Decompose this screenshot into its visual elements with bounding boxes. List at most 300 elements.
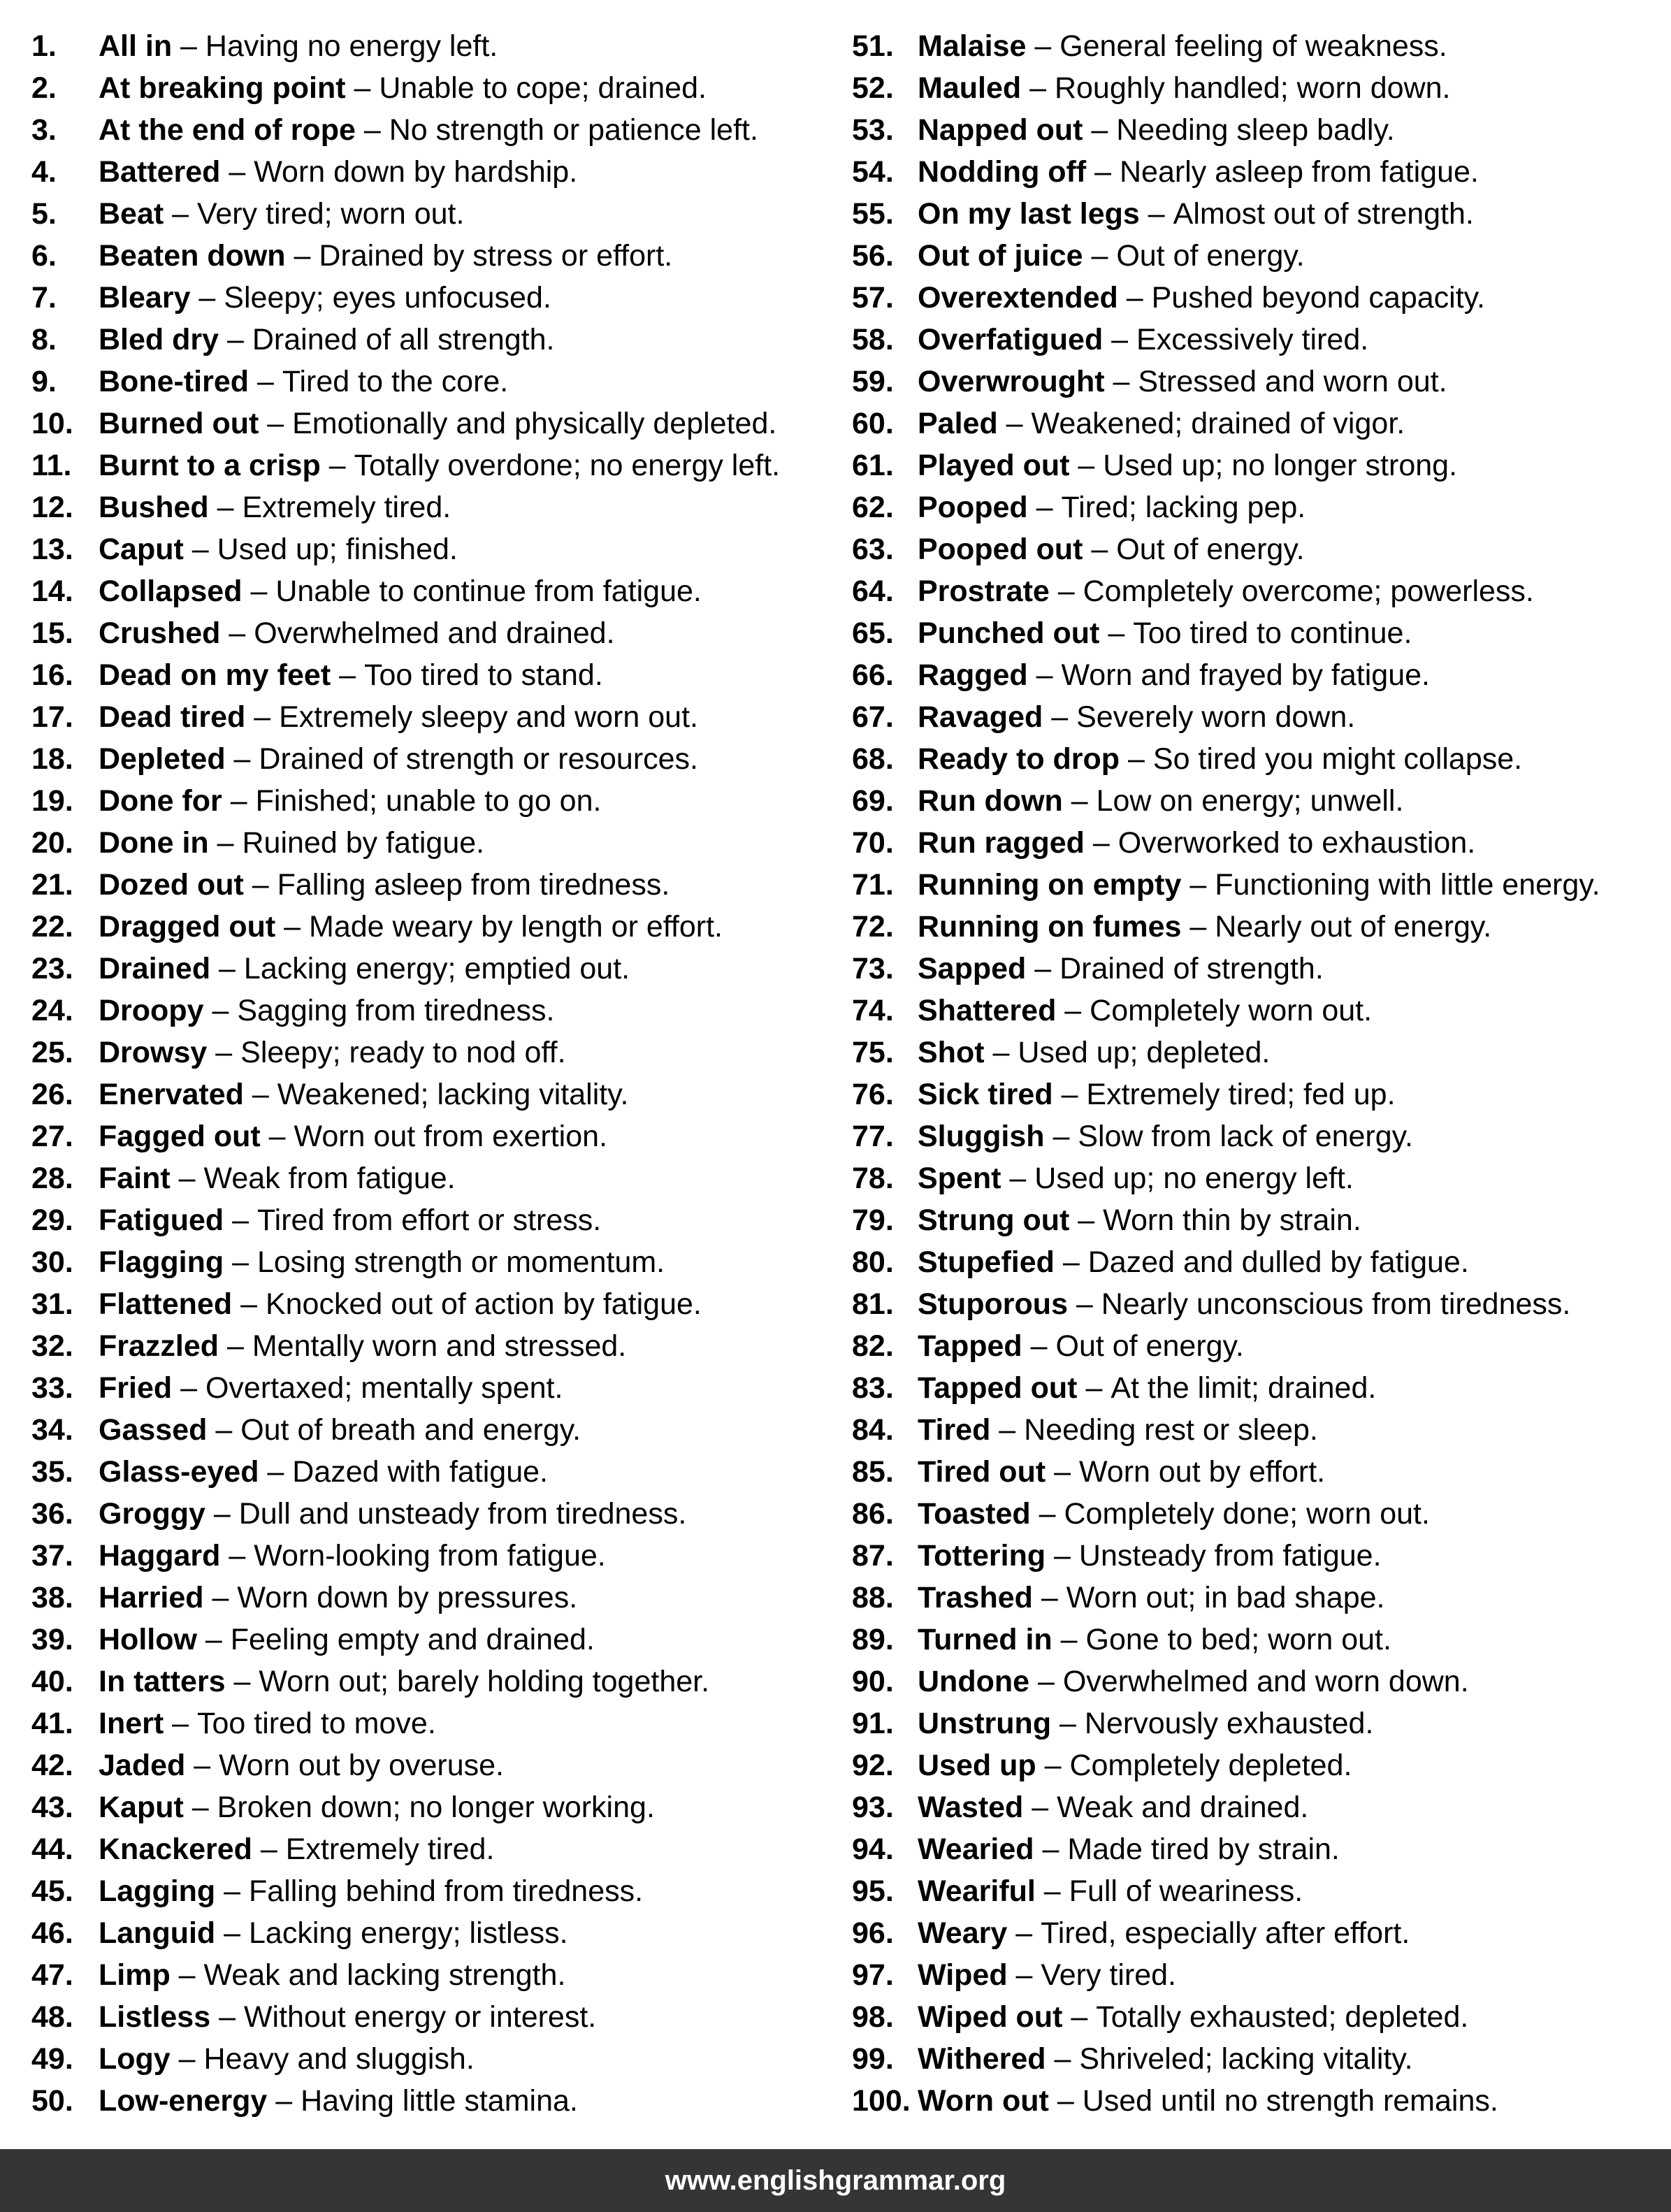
item-number: 44.: [31, 1833, 73, 1866]
item-separator: –: [215, 1874, 249, 1908]
item-term: Run ragged: [918, 826, 1085, 860]
item-separator: –: [285, 239, 319, 273]
item-text: [918, 109, 1395, 151]
item-number: 61.: [852, 449, 894, 482]
item-text: [918, 25, 1447, 67]
item-text: [99, 1870, 643, 1912]
list-item: [852, 1619, 1663, 1661]
item-number: 94.: [852, 1833, 894, 1866]
item-separator: –: [190, 281, 224, 315]
item-term: Frazzled: [99, 1329, 219, 1363]
item-number: 90.: [852, 1665, 894, 1698]
item-separator: –: [1103, 323, 1137, 356]
item-definition: Ruined by fatigue.: [242, 826, 485, 860]
item-separator: –: [1027, 658, 1062, 692]
item-term: Dead on my feet: [99, 658, 331, 692]
item-term: Collapsed: [99, 574, 243, 608]
item-separator: –: [1046, 1539, 1079, 1573]
item-separator: –: [1046, 2042, 1080, 2076]
item-number: 16.: [31, 658, 73, 692]
item-separator: –: [259, 1455, 293, 1489]
item-text: [918, 1115, 1413, 1157]
item-term: Weary: [918, 1916, 1008, 1950]
item-term: Limp: [99, 1958, 171, 1992]
item-number: 26.: [31, 1078, 73, 1111]
item-definition: Unable to continue from fatigue.: [275, 574, 702, 608]
item-number: 34.: [31, 1413, 73, 1447]
item-text: [99, 486, 451, 528]
item-text: [99, 528, 458, 570]
item-term: Groggy: [99, 1497, 205, 1531]
item-definition: Nearly unconscious from tiredness.: [1101, 1287, 1571, 1321]
item-separator: –: [331, 658, 364, 692]
list-item: [852, 906, 1663, 948]
item-separator: –: [1027, 491, 1062, 524]
list-item: [852, 780, 1663, 822]
item-term: Droopy: [99, 994, 204, 1027]
item-definition: Knocked out of action by fatigue.: [265, 1287, 702, 1321]
item-number: 57.: [852, 281, 894, 315]
item-separator: –: [1117, 281, 1152, 315]
list-item: [31, 738, 821, 780]
item-term: Knackered: [99, 1833, 252, 1866]
item-number: 32.: [31, 1329, 73, 1363]
item-number: 10.: [31, 407, 73, 440]
item-term: Ready to drop: [918, 742, 1120, 776]
list-item: [852, 864, 1663, 906]
item-number: 5.: [31, 197, 57, 231]
item-term: Haggard: [99, 1539, 221, 1573]
item-separator: –: [1069, 1203, 1104, 1237]
item-definition: Shriveled; lacking vitality.: [1079, 2042, 1413, 2076]
item-number: 51.: [852, 29, 894, 63]
list-item: [852, 738, 1663, 780]
item-term: Logy: [99, 2042, 171, 2076]
item-text: [99, 109, 758, 151]
list-item: [852, 486, 1663, 528]
list-item: [852, 1409, 1663, 1451]
item-separator: –: [1030, 1497, 1064, 1531]
item-separator: –: [208, 491, 243, 524]
item-text: [99, 1493, 686, 1535]
item-number: 23.: [31, 952, 73, 985]
list-item: [852, 990, 1663, 1032]
item-number: 60.: [852, 407, 894, 440]
item-separator: –: [1054, 1245, 1088, 1279]
item-separator: –: [232, 1287, 266, 1321]
item-definition: Low on energy; unwell.: [1096, 784, 1404, 818]
list-item: [852, 319, 1663, 361]
item-definition: Weakened; lacking vitality.: [277, 1078, 629, 1111]
item-term: Wiped out: [918, 2000, 1063, 2034]
item-separator: –: [1069, 449, 1104, 482]
item-number: 96.: [852, 1916, 894, 1950]
list-item: [852, 696, 1663, 738]
list-item: [852, 654, 1663, 696]
item-term: Bleary: [99, 281, 191, 315]
item-definition: Made tired by strain.: [1067, 1833, 1340, 1866]
item-term: Running on empty: [918, 868, 1182, 902]
item-number: 59.: [852, 365, 894, 398]
item-text: [918, 1828, 1340, 1870]
item-number: 62.: [852, 491, 894, 524]
item-text: [99, 1954, 565, 1996]
list-item: [31, 403, 821, 444]
item-number: 78.: [852, 1162, 894, 1195]
item-number: 2.: [31, 71, 57, 105]
item-term: Running on fumes: [918, 910, 1182, 944]
item-term: Tired: [918, 1413, 991, 1447]
item-term: Used up: [918, 1749, 1036, 1782]
list-item: [31, 990, 821, 1032]
item-text: [99, 1409, 581, 1451]
footer-bar: [0, 2149, 1671, 2212]
item-definition: Worn out by overuse.: [219, 1749, 505, 1782]
item-text: [918, 277, 1485, 319]
list-item: [852, 67, 1663, 109]
item-number: 45.: [31, 1874, 73, 1908]
item-number: 20.: [31, 826, 73, 860]
item-text: [918, 1493, 1430, 1535]
list-item: [31, 2038, 821, 2080]
item-definition: Worn down by pressures.: [237, 1581, 578, 1614]
item-term: Done in: [99, 826, 209, 860]
list-item: [852, 1241, 1663, 1283]
item-separator: –: [1049, 574, 1083, 608]
item-text: [99, 1283, 702, 1325]
item-definition: Weak from fatigue.: [203, 1162, 456, 1195]
item-separator: –: [997, 407, 1032, 440]
item-number: 28.: [31, 1162, 73, 1195]
item-term: At the end of rope: [99, 113, 356, 147]
item-term: Nodding off: [918, 155, 1087, 189]
item-text: [918, 1325, 1244, 1367]
item-definition: Lacking energy; emptied out.: [243, 952, 630, 985]
item-text: [918, 906, 1491, 948]
item-number: 37.: [31, 1539, 73, 1573]
item-definition: Very tired.: [1041, 1958, 1177, 1992]
item-separator: –: [170, 1958, 204, 1992]
item-text: [918, 1451, 1325, 1493]
item-separator: –: [1044, 1120, 1078, 1153]
list-item: [31, 2080, 821, 2122]
item-definition: Heavy and sluggish.: [203, 2042, 475, 2076]
item-term: Tired out: [918, 1455, 1046, 1489]
item-text: [99, 1703, 436, 1744]
list-item: [31, 1493, 821, 1535]
item-separator: –: [242, 574, 276, 608]
item-term: Beat: [99, 197, 164, 231]
item-separator: –: [220, 1539, 254, 1573]
item-number: 1.: [31, 29, 57, 63]
list-item: [852, 1954, 1663, 1996]
item-number: 25.: [31, 1036, 73, 1069]
item-text: [918, 1786, 1308, 1828]
item-definition: Drained of strength or resources.: [259, 742, 699, 776]
item-number: 36.: [31, 1497, 73, 1531]
item-term: Worn out: [918, 2084, 1049, 2118]
list-item: [31, 1577, 821, 1619]
item-term: Turned in: [918, 1623, 1052, 1656]
item-term: Pooped: [918, 491, 1028, 524]
item-term: Dozed out: [99, 868, 244, 902]
item-definition: Finished; unable to go on.: [255, 784, 602, 818]
item-definition: No strength or patience left.: [389, 113, 758, 147]
item-number: 53.: [852, 113, 894, 147]
item-term: Lagging: [99, 1874, 216, 1908]
item-definition: Mentally worn and stressed.: [252, 1329, 627, 1363]
item-definition: Extremely tired.: [285, 1833, 495, 1866]
list-item: [31, 906, 821, 948]
item-text: [99, 1577, 577, 1619]
list-item: [852, 528, 1663, 570]
item-term: Sluggish: [918, 1120, 1045, 1153]
list-item: [852, 1157, 1663, 1199]
list-item: [31, 780, 821, 822]
list-item: [31, 277, 821, 319]
item-separator: –: [267, 2084, 301, 2118]
list-item: [31, 654, 821, 696]
item-definition: Gone to bed; worn out.: [1085, 1623, 1391, 1656]
item-separator: –: [1048, 2084, 1083, 2118]
item-number: 21.: [31, 868, 73, 902]
item-term: Flattened: [99, 1287, 233, 1321]
item-separator: –: [243, 1078, 277, 1111]
item-text: [99, 361, 508, 403]
item-text: [918, 1409, 1318, 1451]
item-text: [918, 696, 1355, 738]
item-separator: –: [224, 1245, 257, 1279]
item-definition: Worn out from exertion.: [294, 1120, 608, 1153]
item-number: 12.: [31, 491, 73, 524]
item-separator: –: [1029, 1665, 1063, 1698]
item-number: 49.: [31, 2042, 73, 2076]
item-separator: –: [1001, 1162, 1035, 1195]
item-number: 33.: [31, 1371, 73, 1405]
item-definition: Tired to the core.: [282, 365, 509, 398]
item-separator: –: [1083, 239, 1117, 273]
item-term: All in: [99, 29, 173, 63]
item-text: [918, 1074, 1396, 1115]
item-number: 6.: [31, 239, 57, 273]
list-item: [31, 1912, 821, 1954]
list-item: [31, 319, 821, 361]
item-text: [918, 193, 1474, 235]
item-definition: Severely worn down.: [1076, 700, 1356, 734]
list-item: [31, 1199, 821, 1241]
item-term: Wearied: [918, 1833, 1034, 1866]
item-term: Trashed: [918, 1581, 1033, 1614]
item-number: 3.: [31, 113, 57, 147]
item-definition: Used up; depleted.: [1018, 1036, 1271, 1069]
item-term: Mauled: [918, 71, 1022, 105]
item-text: [918, 151, 1479, 193]
item-term: Ravaged: [918, 700, 1043, 734]
item-separator: –: [1083, 533, 1117, 566]
item-number: 38.: [31, 1581, 73, 1614]
item-text: [99, 1074, 628, 1115]
list-item: [31, 1661, 821, 1703]
list-item: [852, 151, 1663, 193]
list-item: [31, 193, 821, 235]
list-item: [31, 822, 821, 864]
item-number: 46.: [31, 1916, 73, 1950]
item-term: Napped out: [918, 113, 1083, 147]
item-definition: Functioning with little energy.: [1215, 868, 1600, 902]
item-number: 17.: [31, 700, 73, 734]
item-text: [918, 654, 1430, 696]
item-definition: Out of breath and energy.: [240, 1413, 581, 1447]
item-separator: –: [1181, 868, 1215, 902]
item-text: [918, 2038, 1413, 2080]
item-separator: –: [170, 1162, 204, 1195]
item-separator: –: [207, 1413, 241, 1447]
list-item: [852, 1199, 1663, 1241]
item-number: 79.: [852, 1203, 894, 1237]
item-number: 19.: [31, 784, 73, 818]
word-list-right-column: [852, 25, 1663, 2122]
item-term: Burned out: [99, 407, 259, 440]
item-text: [99, 2038, 475, 2080]
item-term: Stupefied: [918, 1245, 1055, 1279]
list-item: [31, 1283, 821, 1325]
item-number: 70.: [852, 826, 894, 860]
list-item: [852, 25, 1663, 67]
list-item: [852, 1535, 1663, 1577]
item-text: [918, 1954, 1176, 1996]
list-item: [852, 1451, 1663, 1493]
item-number: 42.: [31, 1749, 73, 1782]
item-definition: Worn thin by strain.: [1103, 1203, 1361, 1237]
item-definition: Used up; no energy left.: [1034, 1162, 1354, 1195]
item-definition: Drained of strength.: [1059, 952, 1324, 985]
item-definition: Completely overcome; powerless.: [1083, 574, 1534, 608]
item-number: 58.: [852, 323, 894, 356]
item-separator: –: [1046, 1455, 1079, 1489]
item-definition: Needing rest or sleep.: [1024, 1413, 1318, 1447]
item-term: Flagging: [99, 1245, 224, 1279]
item-text: [99, 1199, 601, 1241]
list-item: [31, 486, 821, 528]
list-item: [31, 1954, 821, 1996]
item-term: On my last legs: [918, 197, 1140, 231]
item-text: [99, 193, 464, 235]
item-text: [918, 780, 1403, 822]
item-term: Depleted: [99, 742, 226, 776]
item-separator: –: [1043, 700, 1077, 734]
item-text: [918, 1744, 1352, 1786]
item-number: 27.: [31, 1120, 73, 1153]
item-text: [99, 1912, 568, 1954]
list-item: [852, 1870, 1663, 1912]
item-term: Battered: [99, 155, 221, 189]
item-separator: –: [1051, 1707, 1085, 1740]
item-text: [918, 403, 1405, 444]
item-separator: –: [1104, 365, 1138, 398]
item-term: Tapped out: [918, 1371, 1078, 1405]
item-text: [99, 780, 601, 822]
item-text: [99, 25, 498, 67]
item-term: Listless: [99, 2000, 211, 2034]
item-number: 64.: [852, 574, 894, 608]
item-term: Unstrung: [918, 1707, 1052, 1740]
item-number: 75.: [852, 1036, 894, 1069]
item-number: 81.: [852, 1287, 894, 1321]
list-item: [852, 277, 1663, 319]
item-text: [99, 1241, 665, 1283]
item-text: [918, 2080, 1498, 2122]
item-separator: –: [220, 616, 254, 650]
item-text: [99, 570, 702, 612]
item-definition: Too tired to stand.: [363, 658, 603, 692]
item-number: 82.: [852, 1329, 894, 1363]
item-separator: –: [207, 1036, 241, 1069]
item-term: Fatigued: [99, 1203, 224, 1237]
list-item: [31, 528, 821, 570]
item-term: Wiped: [918, 1958, 1008, 1992]
item-number: 89.: [852, 1623, 894, 1656]
list-item: [852, 1367, 1663, 1409]
list-item: [852, 444, 1663, 486]
item-separator: –: [185, 1749, 219, 1782]
item-term: Malaise: [918, 29, 1027, 63]
item-definition: Worn down by hardship.: [254, 155, 578, 189]
item-definition: Broken down; no longer working.: [217, 1791, 655, 1824]
item-definition: Having no energy left.: [205, 29, 498, 63]
list-item: [852, 1703, 1663, 1744]
item-definition: Almost out of strength.: [1173, 197, 1474, 231]
item-text: [918, 235, 1305, 277]
item-term: Shattered: [918, 994, 1057, 1027]
item-separator: –: [205, 1497, 239, 1531]
item-number: 69.: [852, 784, 894, 818]
item-number: 77.: [852, 1120, 894, 1153]
item-term: Pooped out: [918, 533, 1083, 566]
item-term: Paled: [918, 407, 998, 440]
item-term: Overextended: [918, 281, 1118, 315]
item-definition: Dull and unsteady from tiredness.: [238, 1497, 687, 1531]
item-definition: Very tired; worn out.: [197, 197, 465, 231]
item-separator: –: [1032, 1581, 1066, 1614]
item-text: [99, 1619, 595, 1661]
list-item: [852, 109, 1663, 151]
item-definition: Falling asleep from tiredness.: [277, 868, 670, 902]
item-separator: –: [215, 1916, 249, 1950]
item-number: 65.: [852, 616, 894, 650]
item-text: [918, 67, 1451, 109]
item-text: [99, 864, 670, 906]
item-number: 54.: [852, 155, 894, 189]
item-text: [918, 738, 1522, 780]
list-item: [31, 1996, 821, 2038]
list-item: [852, 403, 1663, 444]
item-term: In tatters: [99, 1665, 226, 1698]
item-term: Played out: [918, 449, 1070, 482]
item-definition: Worn out by effort.: [1078, 1455, 1326, 1489]
item-term: At breaking point: [99, 71, 346, 105]
item-number: 67.: [852, 700, 894, 734]
item-separator: –: [1052, 1623, 1086, 1656]
list-item: [852, 1577, 1663, 1619]
item-text: [99, 1032, 566, 1074]
item-definition: Without energy or interest.: [243, 2000, 597, 2034]
item-separator: –: [259, 407, 293, 440]
item-definition: Made weary by length or effort.: [309, 910, 723, 944]
item-separator: –: [1026, 29, 1060, 63]
word-list-left-column: [31, 25, 821, 2122]
item-number: 50.: [31, 2084, 73, 2118]
item-definition: Emotionally and physically depleted.: [292, 407, 777, 440]
